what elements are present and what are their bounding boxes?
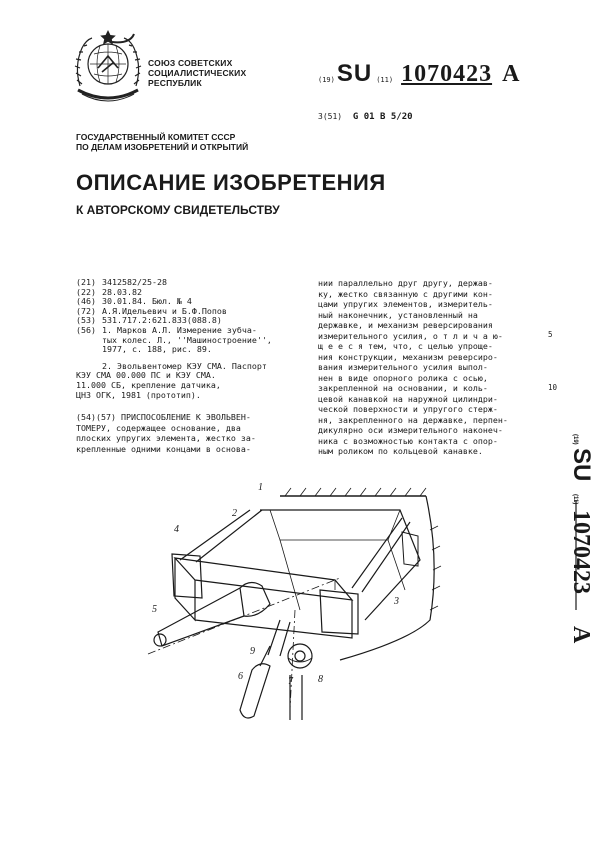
claim-line: цами упругих элементов, измеритель-: [318, 299, 493, 309]
patent-number: 1070423: [401, 61, 493, 87]
biblio-value: 30.01.84. Бюл. № 4: [102, 296, 192, 307]
claim-line: закрепленной на основании, и коль-: [318, 383, 488, 393]
country-name: [148, 58, 246, 88]
claim-line: ческой поверхности и упругого стерж-: [318, 404, 498, 414]
claim-line: ным роликом по кольцевой канавке.: [318, 446, 483, 456]
inid-code: [76, 336, 102, 346]
claim-line: державке, и механизм реверсирования: [318, 320, 493, 330]
ipc-classification: [318, 112, 413, 122]
claim-line: цевой канавкой на наружной цилиндри-: [318, 393, 498, 404]
union-line: СОЦИАЛИСТИЧЕСКИХ: [148, 68, 247, 78]
biblio-value: 3412582/25-28: [102, 277, 167, 287]
ussr-emblem-icon: [72, 28, 144, 110]
inid-code: 3(51): [318, 112, 343, 121]
reference-line: 2. Эвольвентомер КЭУ СМА. Паспорт: [102, 360, 267, 371]
side-code-19: (19): [572, 434, 578, 445]
inid-code: (22): [76, 286, 96, 297]
biblio-value: тых колес. Л., ''Машиностроение'',: [102, 334, 272, 345]
document-subtitle: К АВТОРСКОМУ СВИДЕТЕЛЬСТВУ: [76, 203, 280, 217]
biblio-value: 1. Марков А.Л. Измерение зубча-: [102, 324, 257, 335]
claim-line: ный наконечник, установленный на: [318, 309, 478, 320]
claim-line: ника с возможностью контакта с опор-: [318, 435, 498, 446]
claim-line: ния конструкции, механизм реверсиро-: [318, 351, 498, 362]
biblio-value: 1977, с. 188, рис. 89.: [102, 344, 212, 355]
figure-label: 3: [394, 596, 399, 607]
claim-left-column: [76, 412, 256, 454]
biblio-value: А.Я.Идельевич и Б.Ф.Попов: [102, 305, 227, 316]
figure-label: 5: [152, 604, 157, 615]
reference-line: ЦНЗ ОГК, 1981 (прототип).: [76, 389, 201, 400]
country-code: SU: [336, 60, 373, 87]
figure-label: 7: [288, 676, 293, 687]
reference-2: [76, 362, 308, 400]
line-number-mark: 10: [548, 383, 558, 392]
document-kind: A: [502, 61, 520, 87]
claim-line: ня, закрепленного на державке, перпен-: [318, 414, 508, 425]
patent-number-line: [318, 60, 519, 88]
bibliographic-data: [76, 278, 308, 400]
claim-line: щ е е с я тем, что, с целью упроще-: [318, 341, 493, 351]
reference-line: КЭУ СМА 00.000 ПС и КЭУ СМА.: [76, 370, 216, 381]
biblio-value: 28.03.82: [102, 286, 142, 297]
committee-line: ПО ДЕЛАМ ИЗОБРЕТЕНИЙ И ОТКРЫТИЙ: [76, 142, 249, 152]
inid-code: [76, 345, 102, 355]
device-drawing: [140, 470, 450, 730]
union-line: СОЮЗ СОВЕТСКИХ: [148, 58, 233, 68]
reference-line: 11.000 СБ, крепление датчика,: [76, 379, 221, 390]
ipc-code: G 01 B 5/20: [352, 112, 413, 122]
inid-code: (19): [318, 76, 335, 84]
inid-code: (56): [76, 324, 96, 335]
claim-line: ТОМЕРУ, содержащее основание, два: [76, 422, 241, 433]
inid-code: (21): [76, 277, 96, 287]
claim-right-column: [318, 278, 508, 457]
inid-code: (53): [76, 315, 96, 326]
union-line: РЕСПУБЛИК: [148, 78, 202, 88]
claim-line: нии параллельно друг другу, держав-: [318, 278, 493, 288]
inid-code: (46): [76, 296, 96, 307]
side-country: SU: [568, 448, 595, 482]
biblio-row: [76, 345, 308, 355]
figure-label: 6: [238, 671, 243, 682]
figure-label: 8: [318, 674, 323, 685]
committee-line: ГОСУДАРСТВЕННЫЙ КОМИТЕТ СССР: [76, 132, 236, 142]
claim-line: вания измерительного усилия выпол-: [318, 362, 488, 372]
claim-line: (54)(57) ПРИСПОСОБЛЕНИЕ К ЭВОЛЬВЕН-: [76, 412, 251, 422]
figure-label: 1: [258, 482, 263, 493]
claim-line: измерительного усилия, о т л и ч а ю-: [318, 330, 503, 341]
figure-label: 2: [232, 508, 237, 519]
claim-line: дикулярно оси измерительного наконеч-: [318, 425, 503, 435]
biblio-value: 531.717.2:621.833(088.8): [102, 315, 222, 326]
figure-label: 9: [250, 646, 255, 657]
claim-line: нен в виде опорного ролика с осью,: [318, 372, 488, 383]
document-title: ОПИСАНИЕ ИЗОБРЕТЕНИЯ: [76, 170, 386, 195]
line-number-mark: 5: [548, 330, 553, 339]
claim-line: ку, жестко связанную с другими кон-: [318, 288, 493, 299]
side-number: 1070423: [568, 510, 594, 594]
side-code-11: (11): [572, 494, 578, 505]
issuing-authority: [76, 132, 248, 152]
figure-label: 4: [174, 524, 179, 535]
claim-line: крепленные одними концами в основа-: [76, 443, 251, 454]
claim-line: плоских упругих элемента, жестко за-: [76, 433, 256, 443]
inid-code: (11): [376, 76, 394, 84]
inid-code: (72): [76, 305, 96, 316]
side-kind: A: [568, 626, 594, 644]
side-patent-stamp: [538, 430, 595, 690]
